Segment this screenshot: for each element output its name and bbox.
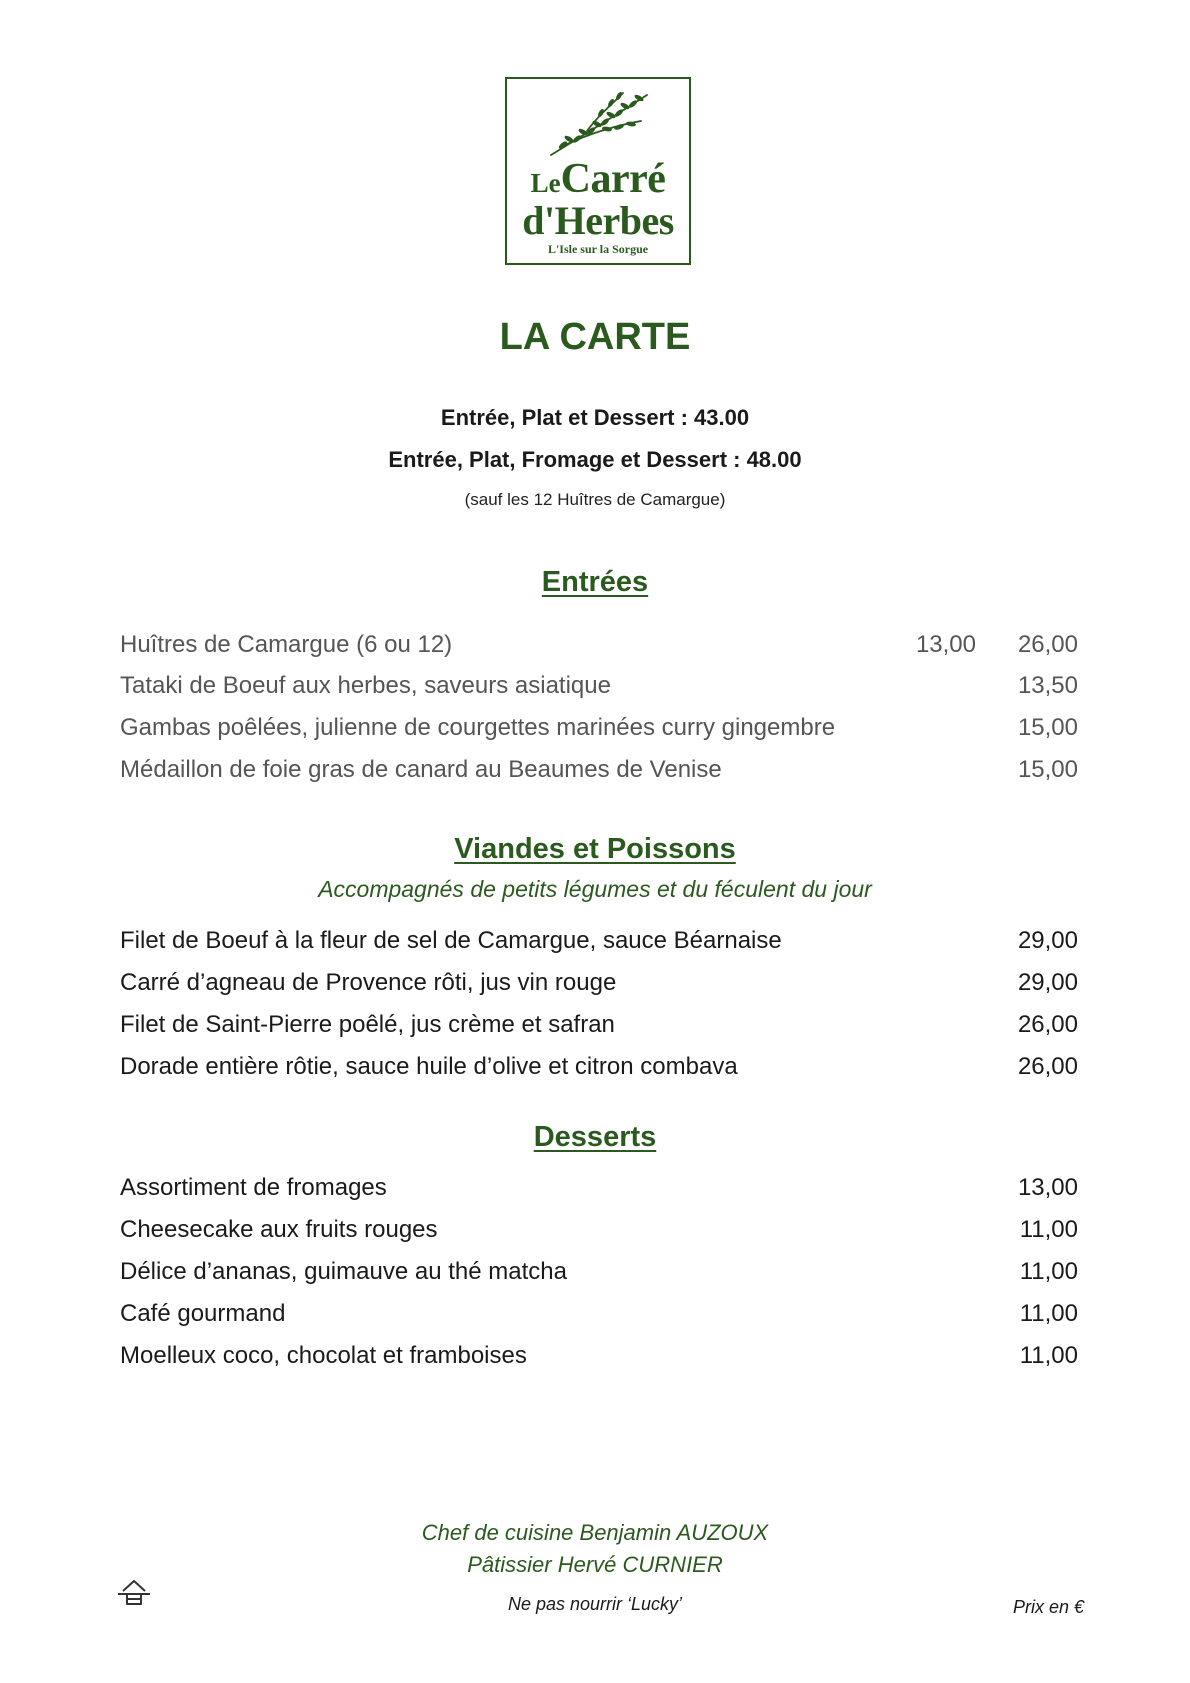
menu-item <box>120 631 1078 665</box>
item-price: 11,00 <box>1019 1300 1078 1327</box>
menu-item <box>120 927 1078 961</box>
menu-item <box>120 1300 1078 1334</box>
item-price: 11,00 <box>1019 1258 1078 1285</box>
section-entrees-header <box>0 566 1190 599</box>
item-price: 29,00 <box>1017 927 1078 954</box>
menu-item <box>120 1174 1078 1208</box>
item-price: 13,50 <box>1017 672 1078 699</box>
item-price: 11,00 <box>1019 1216 1078 1243</box>
item-price: 13,00 <box>1017 1174 1078 1201</box>
item-name: Délice d’ananas, guimauve au thé matcha <box>120 1258 567 1285</box>
item-name: Cheesecake aux fruits rouges <box>120 1216 438 1243</box>
item-price: 29,00 <box>1017 969 1078 996</box>
menu-item <box>120 1011 1078 1045</box>
section-viandes-header <box>0 833 1190 866</box>
formula-note: (sauf les 12 Huîtres de Camargue) <box>464 490 726 509</box>
house-icon <box>117 1577 151 1607</box>
item-name: Filet de Boeuf à la fleur de sel de Camargue, sauce Béarnaise <box>120 927 782 954</box>
item-name: Moelleux coco, chocolat et framboises <box>120 1342 527 1369</box>
item-name: Dorade entière rôtie, sauce huile d’olive et citron combava <box>120 1053 738 1080</box>
formula-three-courses: Entrée, Plat et Dessert : 43.00 <box>440 405 750 430</box>
item-price-small: 13,00 <box>915 631 976 658</box>
page-title: LA CARTE <box>499 316 691 358</box>
footer-currency-note: Prix en € <box>1012 1597 1084 1617</box>
logo-tagline: L'Isle sur la Sorgue <box>547 242 649 256</box>
menu-item <box>120 714 1078 748</box>
restaurant-logo <box>505 77 691 265</box>
item-price: 11,00 <box>1019 1342 1078 1369</box>
item-name: Médaillon de foie gras de canard au Beaumes de Venise <box>120 756 722 783</box>
item-name: Assortiment de fromages <box>120 1174 387 1201</box>
logo-le: Le <box>530 168 561 198</box>
menu-item <box>120 672 1078 706</box>
item-name: Huîtres de Camargue (6 ou 12) <box>120 631 453 658</box>
logo-line-1 <box>507 155 689 203</box>
menu-item <box>120 1053 1078 1087</box>
menu-item <box>120 969 1078 1003</box>
menu-item <box>120 1258 1078 1292</box>
section-subtitle-viandes: Accompagnés de petits légumes et du féculent du jour <box>318 876 872 902</box>
item-name: Carré d’agneau de Provence rôti, jus vin rouge <box>120 969 617 996</box>
menu-item <box>120 1342 1078 1376</box>
item-price: 26,00 <box>1017 1011 1078 1038</box>
herb-sprig-icon <box>547 87 653 159</box>
formula-four-courses: Entrée, Plat, Fromage et Dessert : 48.00 <box>388 447 802 472</box>
logo-line-2: d'Herbes <box>522 198 674 243</box>
logo-carre: Carré <box>560 156 666 202</box>
footer-chef: Chef de cuisine Benjamin AUZOUX <box>421 1520 769 1545</box>
item-price: 15,00 <box>1017 714 1078 741</box>
item-price: 26,00 <box>1017 1053 1078 1080</box>
section-title-desserts: Desserts <box>533 1121 657 1153</box>
footer-lucky-note: Ne pas nourrir ‘Lucky’ <box>507 1594 683 1614</box>
section-desserts-header <box>0 1121 1190 1154</box>
section-title-entrees: Entrées <box>541 566 649 598</box>
item-name: Gambas poêlées, julienne de courgettes marinées curry gingembre <box>120 714 836 741</box>
section-title-viandes: Viandes et Poissons <box>454 833 736 865</box>
item-name: Filet de Saint-Pierre poêlé, jus crème et safran <box>120 1011 615 1038</box>
footer-patissier: Pâtissier Hervé CURNIER <box>467 1552 723 1577</box>
menu-item <box>120 1216 1078 1250</box>
menu-item <box>120 756 1078 790</box>
item-name: Café gourmand <box>120 1300 286 1327</box>
item-price: 26,00 <box>1017 631 1078 658</box>
item-name: Tataki de Boeuf aux herbes, saveurs asiatique <box>120 672 611 699</box>
item-price: 15,00 <box>1017 756 1078 783</box>
